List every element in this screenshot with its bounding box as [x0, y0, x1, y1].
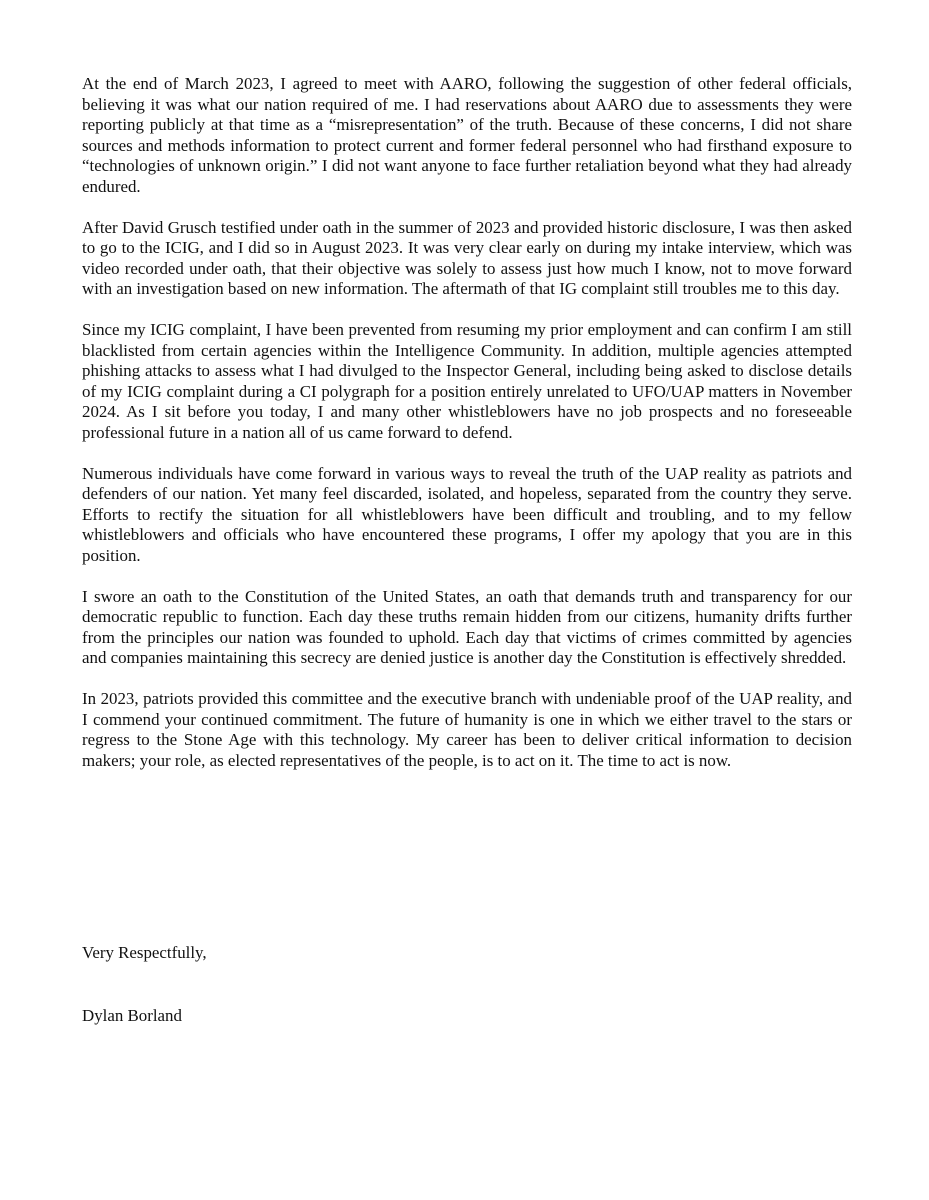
paragraph-oath: I swore an oath to the Constitution of the United States, an oath that demands truth and transparency for our democratic republic to function. Each day these truths remain hidden from our citizens, humanity drifts further from the principles our nation was founded to uphold. Each day that victims of crimes committed by agencies and companies maintaining this secrecy are denied justice is another day the Constitution is effectively shredded.	[82, 586, 852, 667]
paragraph-call-to-action: In 2023, patriots provided this committee and the executive branch with undeniable proof of the UAP reality, and I commend your continued commitment. The future of humanity is one in which we either travel to the stars or regress to the Stone Age with this technology. My career has been to deliver critical information to decision makers; your role, as elected representatives of the people, is to act on it. The time to act is now.	[82, 689, 852, 770]
paragraph-icig-intake: After David Grusch testified under oath in the summer of 2023 and provided historic disclosure, I was then asked to go to the ICIG, and I did so in August 2023. It was very clear early on during my intake interview, which was video recorded under oath, that their objective was solely to assess just how much I know, not to move forward with an investigation based on new information. The aftermath of that IG complaint still troubles me to this day.	[82, 217, 852, 298]
letter-body	[82, 74, 852, 792]
paragraph-whistleblowers: Numerous individuals have come forward in various ways to reveal the truth of the UAP reality as patriots and defenders of our nation. Yet many feel discarded, isolated, and hopeless, separated from the country they serve. Efforts to rectify the situation for all whistleblowers have been difficult and troubling, and to my fellow whistleblowers and officials who have encountered these programs, I offer my apology that you are in this position.	[82, 463, 852, 565]
signature-name: Dylan Borland	[82, 1006, 182, 1025]
paragraph-blacklisted: Since my ICIG complaint, I have been prevented from resuming my prior employment and can confirm I am still blacklisted from certain agencies within the Intelligence Community. In addition, multiple agencies attempted phishing attacks to assess what I had divulged to the Inspector General, including being asked to disclose details of my ICIG complaint during a CI polygraph for a position entirely unrelated to UFO/UAP matters in November 2024. As I sit before you today, I and many other whistleblowers have no job prospects and no foreseeable professional future in a nation all of us came forward to defend.	[82, 320, 852, 442]
closing-salutation: Very Respectfully,	[82, 943, 207, 962]
paragraph-aaro-meeting: At the end of March 2023, I agreed to meet with AARO, following the suggestion of other federal officials, believing it was what our nation required of me. I had reservations about AARO due to assessments they were reporting publicly at that time as a “misrepresentation” of the truth. Because of these concerns, I did not share sources and methods information to protect current and former federal personnel who had firsthand exposure to “technologies of unknown origin.” I did not want anyone to face further retaliation beyond what they had already endured.	[82, 74, 852, 196]
